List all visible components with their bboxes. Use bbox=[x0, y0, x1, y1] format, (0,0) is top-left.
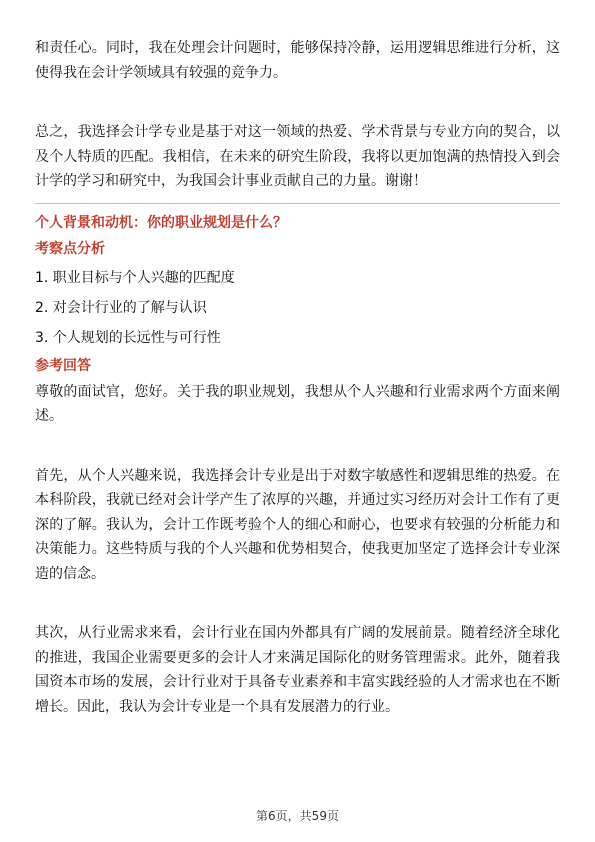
analysis-heading: 考察点分析 bbox=[35, 240, 105, 257]
answer-paragraph: 尊敬的面试官，您好。关于我的职业规划，我想从个人兴趣和行业需求两个方面来阐述。 bbox=[35, 383, 560, 424]
paragraph-gap bbox=[35, 429, 560, 464]
paragraph-gap bbox=[35, 586, 560, 621]
answer-heading: 参考回答 bbox=[35, 357, 91, 374]
intro-paragraph: 和责任心。同时，我在处理会计问题时，能够保持冷静，运用逻辑思维进行分析，这使得我在会计学领域具有较强的竞争力。 bbox=[35, 40, 560, 81]
answer-paragraph: 首先，从个人兴趣来说，我选择会计专业是出于对数字敏感性和逻辑思维的热爱。在本科阶段，我就已经对会计学产生了浓厚的兴趣，并通过实习经历对会计工作有了更深的了解。我认为，会计工作既考验个人的细心和耐心，也要求有较强的分析能力和决策能力。这些特质与我的个人兴趣和优势相契合，使我更加坚定了选择会计专业深造的信念。 bbox=[35, 467, 560, 582]
analysis-point: 1. 职业目标与个人兴趣的匹配度 bbox=[35, 269, 235, 286]
analysis-point: 3. 个人规划的长远性与可行性 bbox=[35, 329, 221, 346]
answer-paragraph: 其次，从行业需求来看，会计行业在国内外都具有广阔的发展前景。随着经济全球化的推进，我国企业需要更多的会计人才来满足国际化的财务管理需求。此外，随着我国资本市场的发展，会计行业对于具备专业素养和丰富实践经验的人才需求也在不断增长。因此，我认为会计专业是一个具有发展潜力的行业。 bbox=[35, 625, 560, 715]
question-title: 个人背景和动机：你的职业规划是什么？ bbox=[35, 214, 287, 231]
section-divider bbox=[35, 203, 560, 204]
page-number-footer: 第6页，共59页 bbox=[256, 809, 339, 823]
paragraph-gap bbox=[35, 85, 560, 120]
analysis-point: 2. 对会计行业的了解与认识 bbox=[35, 299, 207, 316]
conclusion-paragraph: 总之，我选择会计学专业是基于对这一领域的热爱、学术背景与专业方向的契合，以及个人特质的匹配。我相信，在未来的研究生阶段，我将以更加饱满的热情投入到会计学的学习和研究中，为我国会计事业贡献自己的力量。谢谢！ bbox=[35, 124, 560, 189]
page-content bbox=[35, 36, 560, 719]
analysis-list bbox=[35, 263, 560, 353]
